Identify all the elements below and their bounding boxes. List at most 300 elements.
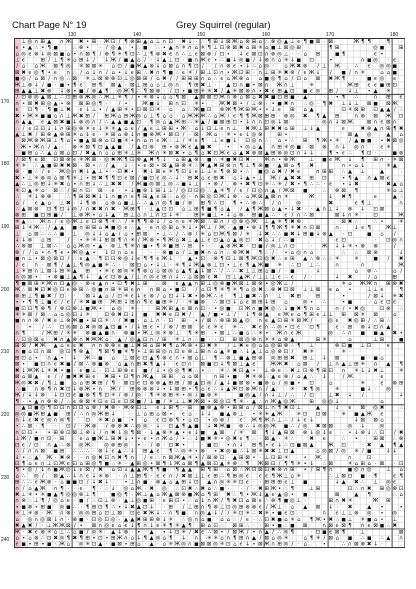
stitch-symbol: · [137, 318, 140, 325]
stitch-symbol: ↓ [347, 181, 353, 188]
stitch-symbol: ⊠ [85, 51, 90, 58]
stitch-symbol: ◎ [315, 88, 321, 95]
stitch-symbol: · [80, 504, 83, 511]
stitch-symbol: ↓ [104, 194, 110, 201]
stitch-symbol: ✖ [78, 374, 84, 381]
stitch-symbol: ◼ [309, 38, 314, 45]
stitch-symbol: ⊗ [283, 156, 289, 163]
stitch-symbol: ⊗ [258, 311, 263, 318]
stitch-symbol: ∕ [387, 256, 390, 263]
stitch-symbol: ϵ [188, 144, 192, 151]
stitch-symbol: ⊗ [34, 510, 39, 517]
stitch-symbol: ϵ [393, 479, 397, 486]
stitch-symbol: ϵ [233, 63, 237, 70]
stitch-symbol: • [47, 429, 51, 436]
stitch-symbol: • [149, 243, 154, 250]
stitch-symbol: ⊗ [91, 405, 97, 412]
stitch-symbol: ⊞ [40, 100, 46, 107]
stitch-symbol: ϵ [226, 150, 231, 157]
stitch-symbol: ∩ [181, 63, 186, 70]
stitch-symbol: ∩ [15, 429, 20, 436]
stitch-symbol: ⊞ [162, 274, 167, 281]
stitch-symbol: ∴ [111, 460, 115, 467]
stitch-symbol: · [105, 187, 108, 194]
stitch-symbol: ⊗ [322, 231, 327, 238]
stitch-symbol: ◼ [283, 231, 289, 238]
stitch-symbol: • [130, 138, 135, 145]
stitch-symbol: ⊡ [283, 349, 289, 356]
stitch-symbol: ∩ [28, 318, 32, 325]
stitch-symbol: ⌂ [335, 287, 339, 294]
stitch-symbol: ∕ [73, 411, 76, 418]
stitch-symbol: ⌂ [41, 187, 45, 194]
stitch-symbol: ∩ [264, 51, 269, 58]
stitch-symbol: ⊡ [264, 516, 270, 523]
stitch-symbol: Ж [193, 492, 200, 499]
stitch-symbol: ⌂ [15, 473, 19, 480]
stitch-symbol: ◎ [251, 287, 257, 294]
stitch-symbol: ⊠ [117, 268, 122, 275]
stitch-symbol: ∩ [373, 94, 378, 101]
stitch-symbol: ⊥ [136, 274, 142, 281]
stitch-symbol: ∴ [399, 194, 403, 201]
stitch-symbol: ✳ [40, 280, 46, 287]
stitch-symbol: ⊠ [14, 69, 20, 76]
stitch-symbol: ⊠ [251, 299, 257, 306]
stitch-symbol: ϵ [239, 417, 243, 424]
stitch-symbol: Ж [219, 194, 225, 201]
stitch-symbol: ↓ [322, 374, 327, 381]
stitch-symbol: ◎ [59, 504, 65, 511]
stitch-symbol: Ж [308, 194, 315, 201]
stitch-symbol: ⊥ [78, 218, 84, 225]
stitch-symbol: ¶ [21, 330, 26, 337]
stitch-symbol: ⊞ [181, 318, 186, 325]
stitch-symbol: ⌂ [207, 231, 211, 238]
stitch-symbol: ◼ [136, 398, 142, 405]
stitch-symbol: ⊡ [181, 100, 186, 107]
stitch-symbol: ⊞ [187, 405, 193, 412]
stitch-symbol: · [35, 57, 38, 64]
stitch-symbol: ⊗ [78, 349, 84, 356]
stitch-symbol: ∴ [386, 318, 391, 325]
stitch-symbol: ⊗ [226, 355, 231, 362]
stitch-symbol: ⊞ [110, 535, 116, 542]
stitch-symbol: ◼ [379, 82, 385, 89]
stitch-symbol: ⊗ [213, 181, 218, 188]
stitch-symbol: ∴ [322, 187, 327, 194]
stitch-symbol: Ж [366, 280, 373, 287]
stitch-symbol: ▲ [219, 349, 225, 356]
stitch-symbol: ¶ [226, 231, 231, 238]
stitch-symbol: ⊞ [168, 225, 174, 232]
stitch-symbol: ▲ [143, 38, 148, 45]
stitch-symbol: ↓ [104, 479, 110, 486]
stitch-symbol: ⌂ [73, 380, 77, 387]
stitch-symbol: • [137, 529, 141, 536]
stitch-symbol: ϵ [393, 57, 397, 64]
stitch-symbol: ◎ [46, 417, 52, 424]
stitch-symbol: ⌂ [105, 200, 109, 207]
stitch-symbol: ✖ [398, 125, 404, 132]
stitch-symbol: ✖ [27, 131, 33, 138]
stitch-symbol: · [125, 82, 127, 89]
stitch-symbol: ⌂ [28, 349, 32, 356]
stitch-symbol: ⊗ [34, 138, 39, 145]
stitch-symbol: ⊡ [213, 442, 218, 449]
stitch-symbol: ✖ [59, 119, 65, 126]
stitch-symbol: ϵ [53, 361, 58, 368]
stitch-symbol: ↓ [379, 293, 385, 300]
stitch-symbol: ◼ [98, 287, 103, 294]
stitch-symbol: ✖ [366, 541, 372, 548]
stitch-symbol: ⊠ [117, 510, 122, 517]
stitch-symbol: ▲ [245, 175, 250, 182]
stitch-symbol: ⊥ [379, 367, 385, 374]
stitch-symbol: ↓ [168, 256, 174, 263]
stitch-symbol: ⊡ [213, 237, 218, 244]
stitch-symbol: ⊥ [21, 510, 26, 517]
stitch-symbol: • [258, 88, 263, 95]
stitch-symbol: ⊠ [341, 473, 346, 480]
stitch-symbol: • [28, 541, 32, 548]
stitch-symbol: ⊡ [72, 150, 78, 157]
stitch-symbol: ϵ [73, 392, 77, 399]
stitch-symbol: ⌂ [277, 336, 282, 343]
stitch-symbol: ¶ [213, 287, 218, 294]
stitch-symbol: ∩ [271, 156, 276, 163]
stitch-symbol: ⊠ [85, 194, 90, 201]
stitch-symbol: ✖ [245, 125, 250, 132]
stitch-symbol: ⌂ [156, 492, 160, 499]
stitch-symbol: ▲ [59, 225, 65, 232]
stitch-symbol: • [79, 237, 83, 244]
stitch-symbol: ◎ [21, 76, 26, 83]
stitch-symbol: ⊞ [354, 82, 359, 89]
stitch-symbol: ◎ [136, 498, 142, 505]
stitch-symbol: ¶ [348, 194, 352, 201]
stitch-symbol: · [285, 504, 287, 511]
stitch-symbol: ∕ [291, 417, 294, 424]
stitch-symbol: • [41, 249, 45, 256]
stitch-symbol: ¶ [137, 194, 141, 201]
stitch-symbol: ◎ [309, 100, 314, 107]
stitch-symbol: • [252, 380, 256, 387]
stitch-symbol: ✳ [354, 367, 359, 374]
stitch-symbol: ⌂ [117, 200, 122, 207]
stitch-symbol: ↓ [194, 436, 199, 443]
stitch-symbol: ◼ [290, 237, 295, 244]
stitch-symbol: ⊗ [149, 293, 154, 300]
stitch-symbol: · [227, 225, 230, 232]
stitch-symbol: ⌂ [239, 38, 243, 45]
stitch-symbol: ↓ [72, 386, 78, 393]
stitch-symbol: ∕ [285, 181, 287, 188]
stitch-symbol: ⊠ [258, 194, 263, 201]
stitch-symbol: ◎ [258, 187, 263, 194]
stitch-symbol: · [118, 380, 121, 387]
stitch-symbol: ∴ [373, 218, 378, 225]
stitch-symbol: ⊥ [213, 212, 218, 219]
stitch-symbol: ¶ [79, 262, 83, 269]
stitch-symbol: ¶ [207, 467, 211, 474]
stitch-symbol: ⌂ [284, 76, 288, 83]
stitch-symbol: ⊥ [91, 76, 97, 83]
stitch-symbol: ◼ [226, 156, 231, 163]
stitch-symbol: ∴ [194, 336, 199, 343]
stitch-symbol: ⊡ [302, 367, 308, 374]
stitch-symbol: ◼ [398, 336, 404, 343]
stitch-symbol: ✖ [302, 349, 308, 356]
stitch-symbol: ∕ [176, 76, 179, 83]
stitch-symbol: ⌂ [233, 212, 237, 219]
stitch-symbol: Ж [219, 150, 225, 157]
stitch-symbol: ¶ [111, 175, 115, 182]
stitch-symbol: ∕ [227, 417, 230, 424]
stitch-symbol: ⌂ [265, 343, 269, 350]
stitch-symbol: ⊞ [296, 293, 302, 300]
stitch-symbol: ⊗ [46, 479, 52, 486]
stitch-symbol: ◼ [78, 318, 84, 325]
stitch-symbol: ◼ [46, 299, 52, 306]
stitch-symbol: Ж [366, 411, 373, 418]
stitch-symbol: ⊥ [130, 473, 135, 480]
stitch-symbol: ⊞ [142, 82, 148, 89]
stitch-symbol: ◎ [168, 268, 174, 275]
stitch-symbol: ¶ [105, 504, 109, 511]
stitch-symbol: ⊠ [155, 169, 161, 176]
stitch-symbol: ✖ [302, 386, 308, 393]
stitch-symbol: ∩ [264, 293, 269, 300]
stitch-symbol: ⊥ [21, 38, 26, 45]
stitch-symbol: ∕ [265, 504, 268, 511]
stitch-symbol: ↓ [104, 448, 110, 455]
stitch-symbol: ◎ [104, 523, 110, 530]
stitch-symbol: ✳ [181, 225, 186, 232]
stitch-symbol: Ж [295, 330, 302, 337]
stitch-symbol: ⊗ [155, 88, 161, 95]
stitch-symbol: ¶ [137, 268, 141, 275]
stitch-symbol: ϵ [105, 398, 109, 405]
stitch-symbol: ∴ [188, 436, 192, 443]
stitch-symbol: ⌂ [149, 38, 154, 45]
stitch-symbol: ◎ [162, 175, 167, 182]
stitch-symbol: ⌂ [143, 318, 147, 325]
stitch-symbol: ∩ [124, 194, 128, 201]
stitch-symbol: ✖ [232, 156, 238, 163]
stitch-symbol: ✳ [283, 144, 289, 151]
stitch-symbol: ⊞ [117, 150, 122, 157]
stitch-symbol: ↓ [104, 249, 110, 256]
stitch-symbol: ∩ [194, 194, 199, 201]
stitch-symbol: ⊗ [187, 343, 193, 350]
stitch-symbol: Ж [225, 107, 232, 114]
stitch-symbol: ϵ [252, 361, 256, 368]
stitch-symbol: ϵ [220, 138, 224, 145]
stitch-symbol: ▲ [264, 194, 269, 201]
stitch-symbol: ⊞ [142, 516, 148, 523]
stitch-symbol: ∕ [93, 467, 95, 474]
stitch-symbol: · [214, 336, 217, 343]
stitch-symbol: ⊠ [187, 355, 193, 362]
stitch-symbol: ⌂ [188, 374, 192, 381]
stitch-symbol: ✳ [213, 392, 218, 399]
stitch-symbol: ▲ [130, 57, 135, 64]
stitch-symbol: · [189, 194, 191, 201]
stitch-symbol: ✖ [174, 442, 180, 449]
stitch-symbol: · [169, 262, 172, 269]
stitch-symbol: ⊞ [213, 175, 218, 182]
stitch-symbol: ϵ [79, 367, 83, 374]
stitch-symbol: · [118, 405, 121, 412]
stitch-symbol: Ж [161, 305, 168, 312]
stitch-symbol: ¶ [92, 392, 96, 399]
stitch-symbol: ⊠ [117, 541, 122, 548]
stitch-symbol: ∩ [34, 38, 39, 45]
stitch-symbol: ✳ [283, 194, 289, 201]
stitch-symbol: Ж [39, 218, 46, 225]
stitch-symbol: ¶ [290, 529, 295, 536]
stitch-symbol: ∴ [284, 523, 288, 530]
stitch-symbol: ϵ [111, 268, 115, 275]
stitch-symbol: ⊡ [290, 324, 295, 331]
stitch-symbol: ϵ [348, 405, 352, 412]
stitch-symbol: ↓ [341, 243, 346, 250]
stitch-symbol: ⌂ [290, 473, 295, 480]
stitch-symbol: ∕ [291, 212, 294, 219]
stitch-symbol: ⊗ [98, 448, 103, 455]
stitch-symbol: • [181, 88, 186, 95]
stitch-symbol: ▲ [283, 175, 289, 182]
stitch-symbol: Ж [39, 138, 46, 145]
stitch-symbol: ▲ [226, 82, 231, 89]
stitch-symbol: ∩ [79, 51, 84, 58]
stitch-symbol: ⊠ [232, 361, 238, 368]
stitch-symbol: ⊡ [104, 256, 110, 263]
stitch-symbol: ∴ [265, 374, 269, 381]
stitch-symbol: ⊞ [238, 523, 244, 530]
stitch-symbol: ✳ [341, 280, 346, 287]
stitch-symbol: ϵ [271, 492, 275, 499]
stitch-symbol: ⊞ [386, 125, 391, 132]
stitch-symbol: ⊡ [347, 473, 353, 480]
stitch-symbol: ⊗ [283, 374, 289, 381]
stitch-symbol: ∩ [60, 38, 64, 45]
stitch-symbol: ⊠ [302, 361, 308, 368]
stitch-symbol: ⊠ [40, 156, 46, 163]
stitch-symbol: ◎ [341, 448, 346, 455]
stitch-symbol: ⊥ [123, 76, 129, 83]
stitch-symbol: ◎ [290, 144, 295, 151]
stitch-symbol: ⊥ [194, 349, 199, 356]
stitch-symbol: ▲ [194, 237, 199, 244]
stitch-symbol: ⌂ [175, 249, 179, 256]
stitch-symbol: ⊡ [72, 405, 78, 412]
stitch-symbol: ⊠ [264, 460, 270, 467]
stitch-symbol: ↓ [251, 423, 257, 430]
stitch-symbol: ⊥ [136, 82, 142, 89]
stitch-symbol: ✖ [270, 256, 276, 263]
stitch-symbol: ⊠ [232, 169, 238, 176]
stitch-symbol: · [201, 131, 204, 138]
stitch-symbol: ⊡ [59, 405, 65, 412]
stitch-symbol: ∴ [316, 181, 320, 188]
stitch-symbol: ∴ [271, 212, 275, 219]
stitch-symbol: • [252, 411, 256, 418]
stitch-symbol: ⊡ [168, 206, 174, 213]
stitch-symbol: ¶ [111, 349, 115, 356]
stitch-symbol: ⊡ [213, 150, 218, 157]
stitch-symbol: ⊗ [34, 206, 39, 213]
stitch-symbol: ϵ [137, 380, 141, 387]
stitch-symbol: ⊗ [245, 38, 250, 45]
stitch-symbol: ▲ [85, 138, 90, 145]
stitch-symbol: ⌂ [277, 138, 282, 145]
stitch-symbol: · [163, 423, 166, 430]
stitch-symbol: ∴ [137, 88, 141, 95]
stitch-symbol: ∴ [239, 349, 243, 356]
stitch-symbol: · [35, 423, 38, 430]
stitch-symbol: ⊗ [78, 212, 84, 219]
stitch-symbol: • [85, 38, 90, 45]
stitch-symbol: ¶ [98, 256, 103, 263]
stitch-symbol: ✖ [296, 175, 302, 182]
stitch-symbol: ⊡ [66, 349, 71, 356]
stitch-symbol: Ж [263, 541, 270, 548]
stitch-symbol: ◎ [283, 380, 289, 387]
stitch-symbol: ¶ [124, 156, 128, 163]
stitch-symbol: ∩ [47, 467, 52, 474]
stitch-symbol: ∩ [72, 169, 77, 176]
stitch-symbol: ⊠ [373, 311, 378, 318]
stitch-symbol: ▲ [162, 479, 167, 486]
stitch-symbol: Ж [71, 113, 78, 120]
stitch-symbol: ◎ [219, 398, 225, 405]
stitch-symbol: ∴ [98, 163, 103, 170]
stitch-symbol: ◎ [34, 94, 39, 101]
stitch-symbol: ⊞ [264, 113, 270, 120]
stitch-symbol: ▲ [40, 163, 45, 170]
stitch-symbol: ⌂ [271, 535, 275, 542]
stitch-symbol: ⊞ [200, 280, 206, 287]
stitch-symbol: ⌂ [117, 361, 122, 368]
stitch-symbol: ϵ [181, 305, 186, 312]
stitch-symbol: ¶ [85, 504, 90, 511]
stitch-symbol: ∕ [182, 131, 185, 138]
stitch-symbol: ◎ [296, 249, 302, 256]
stitch-symbol: ⊗ [238, 212, 244, 219]
stitch-symbol: ⊗ [66, 88, 71, 95]
stitch-symbol: ∩ [66, 69, 71, 76]
stitch-symbol: ✳ [72, 330, 78, 337]
stitch-symbol: • [15, 299, 19, 306]
stitch-symbol: ⊞ [14, 343, 20, 350]
stitch-symbol: ϵ [149, 324, 154, 331]
stitch-symbol: ∩ [188, 361, 192, 368]
stitch-symbol: ✖ [104, 374, 110, 381]
stitch-symbol: Ж [231, 38, 238, 45]
stitch-symbol: ▲ [194, 268, 199, 275]
stitch-symbol: ∕ [54, 305, 57, 312]
stitch-symbol: ∕ [297, 69, 300, 76]
stitch-symbol: ¶ [60, 138, 64, 145]
stitch-symbol: ⌂ [290, 163, 295, 170]
stitch-symbol: • [181, 355, 186, 362]
stitch-symbol: ¶ [34, 305, 39, 312]
stitch-symbol: ⊗ [66, 454, 71, 461]
stitch-symbol: ↓ [78, 311, 84, 318]
stitch-symbol: ↓ [245, 311, 250, 318]
